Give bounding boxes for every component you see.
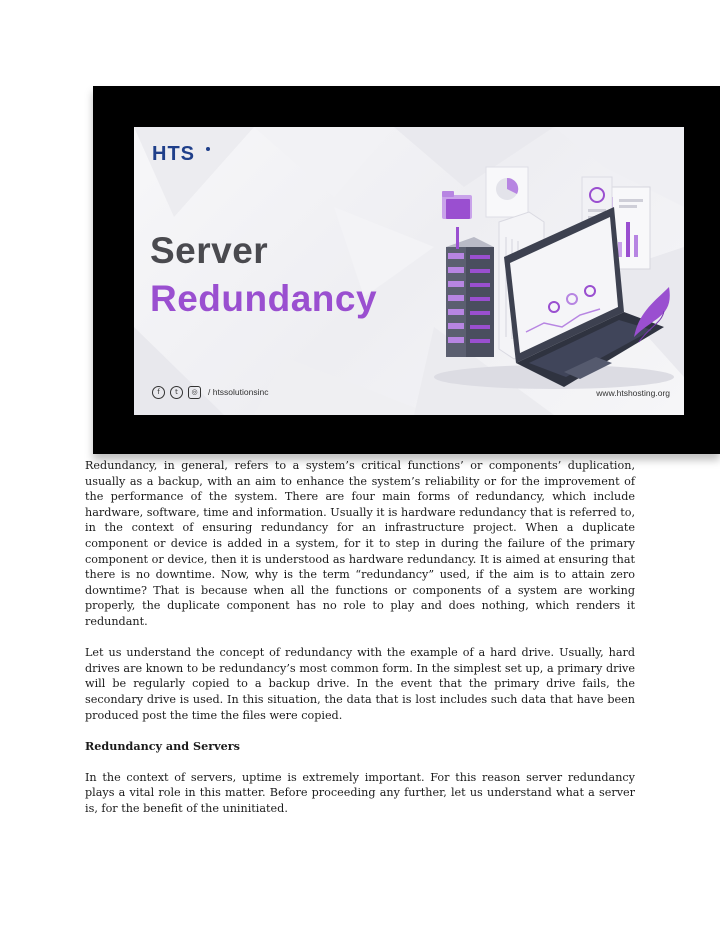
paragraph-2: Let us understand the concept of redundancy with the example of a hard drive. Usually, hard drives are known to be redundancy’s most common form. In the simplest set up, a primary drive will be regularly copied to a backup drive. In the event that the primary drive fails, the secondary drive is used. In this situation, the data that is lost includes such data that have been produced post the time the files were copied.: [85, 646, 635, 722]
folder-icon: [442, 191, 472, 219]
server-laptop-illustration: [134, 127, 684, 415]
section-heading: Redundancy and Servers: [85, 738, 240, 753]
website-url: www.htshosting.org: [596, 388, 670, 398]
banner-heading-server: Server: [150, 230, 269, 271]
banner-image: [134, 127, 684, 415]
banner-heading-redundancy: Redundancy: [150, 278, 378, 319]
social-links: [152, 385, 268, 399]
server-rack-icon: [446, 227, 494, 357]
paragraph-1: Redundancy, in general, refers to a system’s critical functions’ or components’ duplication, usually as a backup, with an aim to enhance the system’s reliability or for the improvement of the performance of the system. There are four main forms of redundancy, which include hardware, software, time and information. Usually it is hardware redundancy that is referred to, in the context of ensuring redundancy for an infrastructure project. When a duplicate component or device is added in a system, for it to step in during the failure of the primary component or device, then it is understood as hardware redundancy. It is aimed at ensuring that there is no downtime. Now, why is the term “redundancy” used, if the aim is to attain zero downtime? That is because when all the functions or components of a system are working properly, the duplicate component has no role to play and does nothing, which renders it redundant.: [85, 459, 635, 628]
instagram-icon[interactable]: ◎: [188, 386, 201, 399]
banner-frame: [93, 86, 720, 454]
hts-logo: HTS: [152, 143, 195, 165]
social-handle: / htssolutionsinc: [208, 387, 269, 397]
facebook-icon[interactable]: f: [152, 386, 165, 399]
article-body: [85, 458, 635, 832]
pie-panel-icon: [486, 167, 528, 217]
paragraph-3: In the context of servers, uptime is extremely important. For this reason server redundancy plays a vital role in this matter. Before proceeding any further, let us understand what a server is, for the benefit of the uninitiated.: [85, 770, 635, 816]
twitter-icon[interactable]: t: [170, 386, 183, 399]
